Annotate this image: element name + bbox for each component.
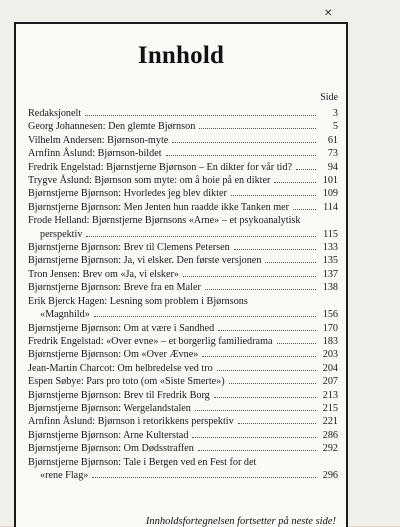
dot-leader [172, 142, 316, 143]
toc-entry [28, 174, 338, 187]
dot-leader [183, 276, 316, 277]
toc-entry-title: Bjørnstjerne Bjørnson: Breve fra en Maler [28, 282, 201, 294]
toc-entry [28, 187, 338, 200]
toc-entry-title: Bjørnstjerne Bjørnson: Brev til Fredrik Borg [28, 389, 210, 401]
dot-leader [195, 410, 316, 411]
toc-entry-title-continued: «Magnhild» [40, 309, 90, 321]
toc-entry-title: Bjørnstjerne Bjørnson: Wergelandstalen [28, 402, 191, 414]
toc-entry-title: Erik Bjerck Hagen: Lesning som problem i Bjørnsons [28, 295, 248, 307]
toc-page-number: 73 [327, 148, 338, 160]
toc-entry [28, 442, 338, 455]
toc-page-number: 114 [323, 201, 338, 213]
toc-list [28, 107, 338, 482]
page-title: Innhold [137, 42, 225, 69]
dot-leader [202, 356, 316, 357]
dot-leader [238, 423, 316, 424]
dot-leader [85, 115, 316, 116]
toc-entry-title-continued: perspektiv [40, 228, 83, 240]
toc-page-number: 135 [322, 255, 338, 267]
toc-entry [28, 120, 338, 133]
toc-entry-title: Bjørnstjerne Bjørnson: Om «Over Ævne» [28, 349, 199, 361]
toc-entry [28, 281, 338, 294]
toc-entry [28, 415, 338, 428]
toc-entry-title: Jean-Martin Charcot: Om helbredelse ved tro [28, 362, 213, 374]
toc-entry [28, 147, 338, 160]
toc-entry-title: Frode Helland: Bjørnstjerne Bjørnsons «Arne» – et psykoanalytisk [28, 215, 301, 227]
toc-frame [14, 22, 348, 527]
dot-leader [198, 450, 316, 451]
toc-entry [28, 335, 338, 348]
toc-entry-title: Bjørnstjerne Bjørnson: Om at være i Sandhed [28, 322, 215, 334]
toc-entry [28, 201, 338, 214]
toc-entry-title: Bjørnstjerne Bjørnson: Ja, vi elsker. Den første versjonen [28, 255, 262, 267]
dot-leader [229, 383, 316, 384]
toc-page-number: 286 [322, 429, 338, 441]
toc-page-number: 5 [332, 121, 338, 133]
toc-page-number: 221 [322, 416, 338, 428]
toc-entry-title: Redaksjonelt [28, 108, 82, 119]
toc-entry [28, 362, 338, 375]
toc-page-number: 296 [322, 469, 338, 481]
toc-entry-title: Bjørnstjerne Bjørnson: Brev til Clemens Petersen [28, 242, 230, 254]
dot-leader [277, 343, 316, 344]
toc-entry-title: Georg Johannesen: Den glemte Bjørnson [28, 121, 196, 133]
dot-leader [192, 437, 316, 438]
dot-leader [234, 249, 316, 250]
toc-entry [28, 322, 338, 335]
toc-entry-title: Arnfinn Åslund: Bjørnson-bildet [28, 148, 162, 160]
toc-page-number: 115 [323, 228, 338, 240]
toc-page-number: 215 [322, 402, 338, 414]
toc-entry-title: Trygve Åslund: Bjørnson som myte: om å hoie på en dikter [28, 175, 271, 187]
dot-leader [214, 397, 316, 398]
toc-entry-title-continued: «rene Flag» [40, 469, 89, 481]
toc-page-number: 207 [322, 376, 338, 388]
dot-leader [296, 169, 316, 170]
toc-entry [28, 241, 338, 254]
toc-page-number: 204 [322, 362, 338, 374]
dot-leader [94, 316, 316, 317]
page-column-header: Side [320, 92, 338, 103]
toc-page-number: 170 [322, 322, 338, 334]
toc-entry [28, 389, 338, 402]
toc-entry-title: Fredrik Engelstad: «Over evne» – et borgerlig familiedrama [28, 335, 273, 347]
toc-page-number: 133 [322, 242, 338, 254]
dot-leader [166, 155, 316, 156]
toc-page-number: 94 [327, 161, 338, 173]
footer-note: Innholdsfortegnelsen fortsetter på neste side! [145, 516, 336, 527]
toc-page-number: 213 [322, 389, 338, 401]
dot-leader [231, 195, 316, 196]
toc-entry [28, 402, 338, 415]
toc-page-number: 156 [322, 309, 338, 321]
toc-page-number: 183 [322, 335, 338, 347]
toc-entry [28, 456, 338, 483]
toc-entry-title: Bjørnstjerne Bjørnson: Men Jenten hun raadde ikke Tanken mer [28, 201, 290, 213]
toc-entry-title: Espen Søbye: Pars pro toto (om «Siste Smerte») [28, 376, 225, 388]
toc-entry [28, 107, 338, 120]
toc-entry-title: Bjørnstjerne Bjørnson: Arne Kulterstad [28, 429, 189, 441]
dot-leader [92, 477, 316, 478]
dot-leader [293, 209, 316, 210]
toc-entry-title: Bjørnstjerne Bjørnson: Hvorledes jeg blev dikter [28, 188, 227, 200]
toc-entry [28, 214, 338, 241]
toc-entry-title: Fredrik Engelstad: Bjørnstjerne Bjørnson – En dikter for vår tid? [28, 161, 292, 173]
toc-page-number: 137 [322, 268, 338, 280]
dot-leader [86, 236, 316, 237]
dot-leader [274, 182, 316, 183]
toc-entry [28, 254, 338, 267]
toc-page-number: 109 [322, 188, 338, 200]
toc-page-number: 61 [327, 134, 338, 146]
toc-entry-title: Bjørnstjerne Bjørnson: Om Dødsstraffen [28, 443, 194, 455]
dot-leader [199, 128, 316, 129]
toc-entry [28, 295, 338, 322]
dot-leader [205, 289, 316, 290]
corner-mark-icon: ✕ [324, 8, 333, 19]
toc-entry [28, 348, 338, 361]
toc-page-number: 101 [322, 175, 338, 187]
toc-page-number: 3 [332, 108, 338, 119]
toc-entry-title: Vilhelm Andersen: Bjørnson-myte [28, 134, 169, 146]
dot-leader [265, 262, 316, 263]
toc-page-number: 138 [322, 282, 338, 294]
toc-entry-title: Bjørnstjerne Bjørnson: Tale i Bergen ved en Fest for det [28, 456, 257, 468]
toc-entry [28, 375, 338, 388]
dot-leader [217, 370, 316, 371]
toc-entry-title: Arnfinn Åslund: Bjørnson i retorikkens perspektiv [28, 416, 234, 428]
toc-entry [28, 161, 338, 174]
toc-entry [28, 429, 338, 442]
toc-entry [28, 268, 338, 281]
dot-leader [218, 330, 316, 331]
toc-page-number: 203 [322, 349, 338, 361]
toc-page-number: 292 [322, 443, 338, 455]
toc-entry [28, 134, 338, 147]
toc-entry-title: Tron Jensen: Brev om «Ja, vi elsker» [28, 268, 180, 280]
